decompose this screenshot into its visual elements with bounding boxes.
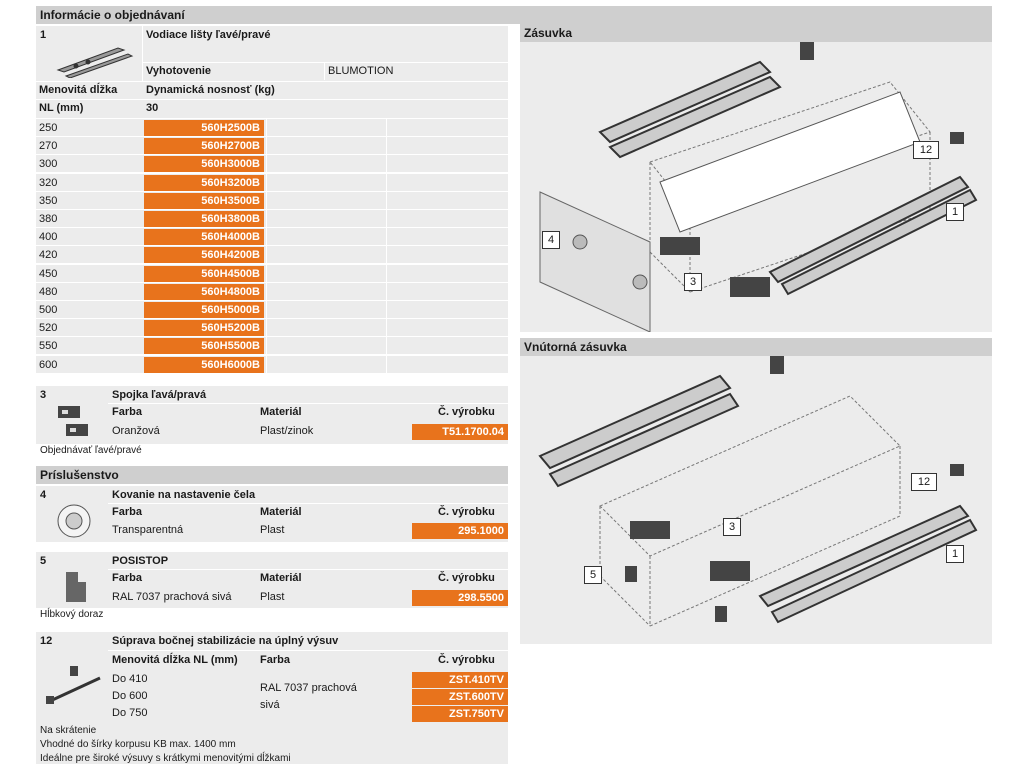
item12-color-line2: sivá [260,699,280,711]
item3-col-material: Materiál [260,406,302,418]
item4-material: Plast [260,524,285,536]
inner-drawer-diagram-title: Vnútorná zásuvka [520,338,992,356]
item4-thumbnail [52,502,96,540]
item1-row [36,318,508,336]
item5-code: 298.5500 [412,590,508,606]
item12-thumbnail [42,664,106,708]
item1-row [36,355,508,373]
item1-row [36,336,508,354]
item12-note2: Vhodné do šírky korpusu KB max. 1400 mm [40,739,236,750]
item1-row-code: 560H5200B [144,320,264,336]
item4-col-color: Farba [112,506,142,518]
item3-col-code: Č. výrobku [438,406,495,418]
item12-note1: Na skrátenie [40,725,97,736]
item1-row-code: 560H5000B [144,302,264,318]
item5-material: Plast [260,591,285,603]
item1-variant-value: BLUMOTION [328,65,394,77]
item4-code: 295.1000 [412,523,508,539]
item3-note: Objednávať ľavé/pravé [40,445,142,456]
item1-row [36,209,508,227]
item1-load-label: Dynamická nosnosť (kg) [146,84,275,96]
item1-row-length: 320 [39,176,58,189]
item1-row-code: 560H4500B [144,266,264,282]
item1-row-length: 480 [39,285,58,298]
item12-color-line1: RAL 7037 prachová [260,682,357,694]
item3-number: 3 [40,389,47,401]
drawer-callout-12: 12 [913,141,939,159]
item1-variant-label: Vyhotovenie [146,65,211,77]
item1-row-code: 560H4200B [144,247,264,263]
item1-length-label-1: Menovitá dĺžka [39,84,118,96]
item1-row-code: 560H3200B [144,175,264,191]
item1-row-length: 300 [39,158,58,171]
item1-row [36,245,508,263]
inner-drawer-diagram [520,356,992,644]
item5-name: POSISTOP [112,555,169,567]
item4-number: 4 [40,489,47,501]
item1-row-code: 560H4000B [144,229,264,245]
item12-row-length: Do 410 [112,673,148,685]
drawer-callout-1: 1 [946,203,964,221]
item1-row [36,300,508,318]
item1-length-label-2: NL (mm) [39,102,84,114]
item12-row-code: ZST.600TV [412,689,508,705]
item1-row-length: 270 [39,140,58,153]
item1-name: Vodiace lišty ľavé/pravé [146,29,271,41]
item5-thumbnail [58,568,94,606]
item1-row-code: 560H3800B [144,211,264,227]
inner-callout-3: 3 [723,518,741,536]
item5-col-code: Č. výrobku [438,572,495,584]
item4-col-code: Č. výrobku [438,506,495,518]
item12-number: 12 [40,635,53,647]
item12-row-length: Do 600 [112,690,148,702]
item1-row-length: 520 [39,322,58,335]
item3-code: T51.1700.04 [412,424,508,440]
item5-col-material: Materiál [260,572,302,584]
item1-row [36,173,508,191]
item3-thumbnail [52,402,96,442]
item12-note3: Ideálne pre široké výsuvy s krátkymi menovitými dĺžkami [40,753,291,764]
item1-row-code: 560H2700B [144,138,264,154]
item12-row-code: ZST.410TV [412,672,508,688]
item1-number: 1 [40,29,47,41]
item4-col-material: Materiál [260,506,302,518]
item3-col-color: Farba [112,406,142,418]
item1-row-code: 560H3000B [144,156,264,172]
item1-load-value: 30 [146,102,159,114]
item12-col-length: Menovitá dĺžka NL (mm) [112,654,238,666]
item12-col-color: Farba [260,654,290,666]
item1-row-length: 550 [39,340,58,353]
drawer-diagram [520,42,992,332]
item1-row-code: 560H5500B [144,338,264,354]
item1-row [36,227,508,245]
item1-row-code: 560H3500B [144,193,264,209]
item1-row-code: 560H6000B [144,357,264,373]
item1-row-code: 560H4800B [144,284,264,300]
item5-color: RAL 7037 prachová sivá [112,591,232,603]
item1-row [36,136,508,154]
item1-thumbnail [48,40,138,78]
item12-row-code: ZST.750TV [412,706,508,722]
item1-row-length: 400 [39,231,58,244]
item1-row [36,282,508,300]
item1-row-length: 600 [39,358,58,371]
drawer-diagram-title: Zásuvka [520,24,992,42]
item1-row [36,154,508,172]
item3-name: Spojka ľavá/pravá [112,389,207,401]
item12-name: Súprava bočnej stabilizácie na úplný výsuv [112,635,339,647]
item5-col-color: Farba [112,572,142,584]
item12-row-length: Do 750 [112,707,148,719]
item1-row-code: 560H2500B [144,120,264,136]
inner-callout-12: 12 [911,473,937,491]
inner-callout-1: 1 [946,545,964,563]
item1-row-length: 250 [39,122,58,134]
item1-row [36,191,508,209]
drawer-callout-3: 3 [684,273,702,291]
item1-row-length: 380 [39,213,58,225]
item1-row [36,264,508,282]
item1-row-length: 500 [39,304,58,316]
item3-color: Oranžová [112,425,160,437]
accessories-title: Príslušenstvo [36,466,508,484]
item4-color: Transparentná [112,524,184,536]
item5-number: 5 [40,555,47,567]
inner-callout-5: 5 [584,566,602,584]
item1-row-length: 450 [39,267,58,280]
item12-col-code: Č. výrobku [438,654,495,666]
drawer-callout-4: 4 [542,231,560,249]
item4-name: Kovanie na nastavenie čela [112,489,256,501]
item1-row-length: 420 [39,249,58,262]
item3-material: Plast/zinok [260,425,314,437]
order-info-title: Informácie o objednávaní [36,6,992,24]
item1-row-length: 350 [39,194,58,207]
item1-row [36,118,508,136]
item5-note: Hĺbkový doraz [40,609,104,620]
